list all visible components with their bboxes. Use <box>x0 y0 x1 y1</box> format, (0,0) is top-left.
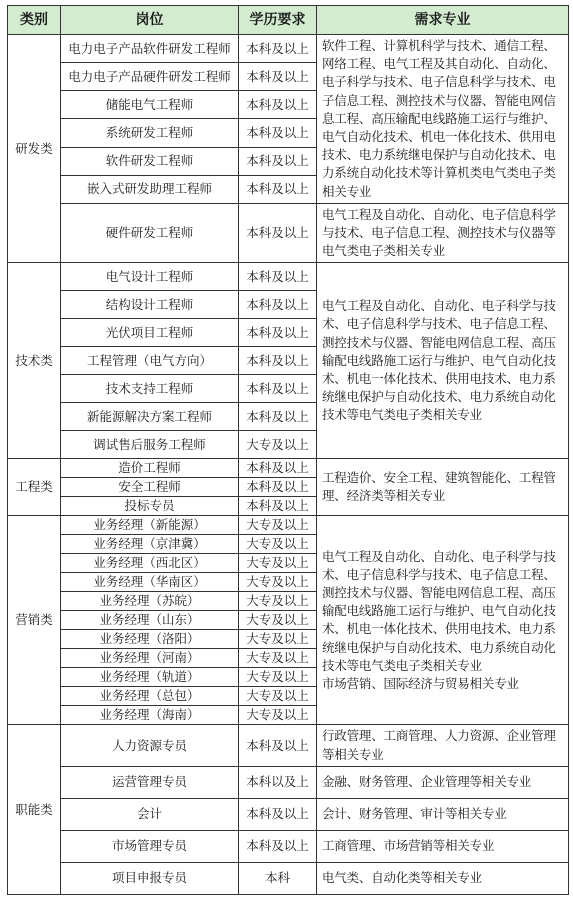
education-cell: 大专及以上 <box>239 687 317 706</box>
position-cell: 造价工程师 <box>61 459 239 478</box>
majors-cell <box>317 516 569 725</box>
position-cell: 调试售后服务工程师 <box>61 431 239 459</box>
education-cell: 本科及以上 <box>239 478 317 497</box>
education-cell: 大专及以上 <box>239 592 317 611</box>
position-cell: 业务经理（海南） <box>61 706 239 725</box>
education-cell: 大专及以上 <box>239 668 317 687</box>
category-tech: 技术类 <box>8 263 61 459</box>
position-cell: 技术支持工程师 <box>61 375 239 403</box>
position-cell: 业务经理（洛阳） <box>61 630 239 649</box>
position-cell: 业务经理（新能源） <box>61 516 239 535</box>
education-cell: 大专及以上 <box>239 554 317 573</box>
position-cell: 电气设计工程师 <box>61 263 239 291</box>
position-cell: 硬件研发工程师 <box>61 203 239 263</box>
majors-cell: 工商管理、市场营销等相关专业 <box>317 830 569 862</box>
position-cell: 储能电气工程师 <box>61 91 239 119</box>
education-cell: 本科及以上 <box>239 119 317 147</box>
header-education: 学历要求 <box>239 6 317 35</box>
header-row <box>8 6 569 35</box>
recruitment-table <box>7 5 569 895</box>
majors-cell: 金融、财务管理、企业管理等相关专业 <box>317 766 569 798</box>
education-cell: 大专及以上 <box>239 573 317 592</box>
majors-cell: 电气类、自动化类等相关专业 <box>317 862 569 894</box>
majors-cell: 软件工程、计算机科学与技术、通信工程、网络工程、电气工程及其自动化、自动化、电子科学与技术、电子信息科学与技术、电子信息工程、测控技术与仪器、智能电网信息工程、高压输配电线路施工运行与维护、电气自动化技术、机电一体化技术、供用电技术、电力系统继电保护与自动化技术、电力系统自动化技术等计算机类电气类电子类相关专业 <box>317 35 569 204</box>
education-cell: 本科及以上 <box>239 403 317 431</box>
education-cell: 本科及以上 <box>239 63 317 91</box>
education-cell: 本科及以上 <box>239 497 317 516</box>
education-cell: 大专及以上 <box>239 516 317 535</box>
majors-cell: 电气工程及自动化、自动化、电子信息科学与技术、电子信息工程、测控技术与仪器等电气类电子类相关专业 <box>317 203 569 263</box>
position-cell: 结构设计工程师 <box>61 291 239 319</box>
education-cell: 本科及以上 <box>239 91 317 119</box>
position-cell: 投标专员 <box>61 497 239 516</box>
education-cell: 本科及以上 <box>239 798 317 830</box>
position-cell: 业务经理（河南） <box>61 649 239 668</box>
position-cell: 安全工程师 <box>61 478 239 497</box>
education-cell: 本科及以上 <box>239 263 317 291</box>
position-cell: 项目申报专员 <box>61 862 239 894</box>
table-row <box>8 203 569 263</box>
education-cell: 本科及以上 <box>239 319 317 347</box>
header-majors: 需求专业 <box>317 6 569 35</box>
education-cell: 大专及以上 <box>239 535 317 554</box>
position-cell: 业务经理（京津冀） <box>61 535 239 554</box>
category-sales: 营销类 <box>8 516 61 725</box>
education-cell: 大专及以上 <box>239 706 317 725</box>
category-rd: 研发类 <box>8 35 61 263</box>
position-cell: 光伏项目工程师 <box>61 319 239 347</box>
majors-cell: 行政管理、工商管理、人力资源、企业管理等相关专业 <box>317 725 569 766</box>
majors-text: 电气工程及自动化、自动化、电子科学与技术、电子信息科学与技术、电子信息工程、测控技术与仪器、智能电网信息工程、高压输配电线路施工运行与维护、电气自动化技术、机电一体化技术、供用电技术、电力系统继电保护与自动化技术、电力系统自动化技术等电气类电子类相关专业 <box>322 548 556 673</box>
table-row <box>8 725 569 766</box>
header-position: 岗位 <box>61 6 239 35</box>
majors-text-extra: 市场营销、国际经济与贸易相关专业 <box>322 676 519 692</box>
education-cell: 大专及以上 <box>239 431 317 459</box>
education-cell: 大专及以上 <box>239 649 317 668</box>
category-func: 职能类 <box>8 725 61 894</box>
education-cell: 本科以及上 <box>239 766 317 798</box>
header-category: 类别 <box>8 6 61 35</box>
education-cell: 本科及以上 <box>239 203 317 263</box>
education-cell: 大专及以上 <box>239 611 317 630</box>
position-cell: 业务经理（苏皖） <box>61 592 239 611</box>
position-cell: 嵌入式研发助理工程师 <box>61 175 239 203</box>
table-row <box>8 766 569 798</box>
majors-cell: 电气工程及自动化、自动化、电子科学与技术、电子信息科学与技术、电子信息工程、测控技术与仪器、智能电网信息工程、高压输配电线路施工运行与维护、电气自动化技术、机电一体化技术、供用电技术、电力系统继电保护与自动化技术、电力系统自动化技术等电气类电子类相关专业 <box>317 263 569 459</box>
position-cell: 业务经理（总包） <box>61 687 239 706</box>
table-row <box>8 263 569 291</box>
position-cell: 电力电子产品软件研发工程师 <box>61 35 239 63</box>
majors-cell: 会计、财务管理、审计等相关专业 <box>317 798 569 830</box>
position-cell: 电力电子产品硬件研发工程师 <box>61 63 239 91</box>
education-cell: 本科及以上 <box>239 175 317 203</box>
table-row <box>8 35 569 63</box>
table-row <box>8 459 569 478</box>
position-cell: 系统研发工程师 <box>61 119 239 147</box>
table-row <box>8 830 569 862</box>
education-cell: 本科及以上 <box>239 830 317 862</box>
education-cell: 本科及以上 <box>239 35 317 63</box>
education-cell: 本科及以上 <box>239 347 317 375</box>
position-cell: 业务经理（西北区） <box>61 554 239 573</box>
table-row <box>8 862 569 894</box>
position-cell: 会计 <box>61 798 239 830</box>
position-cell: 运营管理专员 <box>61 766 239 798</box>
majors-cell: 工程造价、安全工程、建筑智能化、工程管理、经济类等相关专业 <box>317 459 569 516</box>
education-cell: 本科 <box>239 862 317 894</box>
position-cell: 业务经理（轨道） <box>61 668 239 687</box>
education-cell: 大专及以上 <box>239 630 317 649</box>
category-eng: 工程类 <box>8 459 61 516</box>
position-cell: 业务经理（山东） <box>61 611 239 630</box>
table-row <box>8 516 569 535</box>
education-cell: 本科及以上 <box>239 291 317 319</box>
position-cell: 业务经理（华南区） <box>61 573 239 592</box>
position-cell: 软件研发工程师 <box>61 147 239 175</box>
position-cell: 新能源解决方案工程师 <box>61 403 239 431</box>
table-row <box>8 798 569 830</box>
position-cell: 人力资源专员 <box>61 725 239 766</box>
position-cell: 市场管理专员 <box>61 830 239 862</box>
education-cell: 本科及以上 <box>239 459 317 478</box>
education-cell: 本科及以上 <box>239 375 317 403</box>
education-cell: 本科及以上 <box>239 147 317 175</box>
position-cell: 工程管理（电气方向） <box>61 347 239 375</box>
education-cell: 本科及以上 <box>239 725 317 766</box>
